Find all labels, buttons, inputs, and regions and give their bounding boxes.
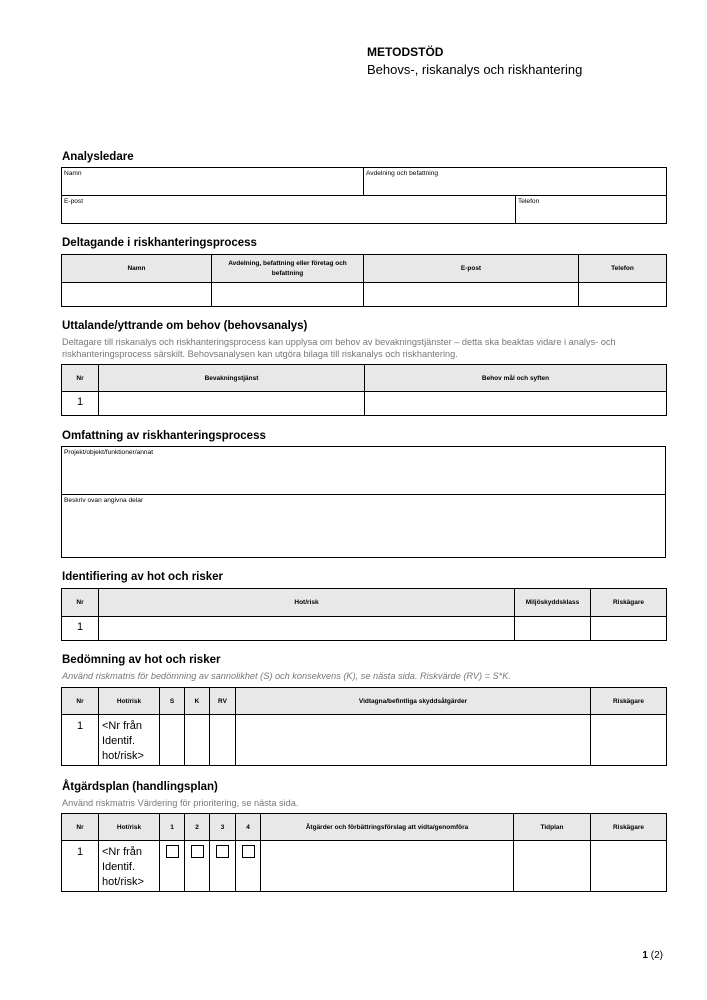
participant-email-cell[interactable] bbox=[364, 283, 579, 307]
schedule-cell[interactable] bbox=[514, 841, 591, 892]
measures-cell[interactable] bbox=[236, 715, 591, 766]
section-heading-behov: Uttalande/yttrande om behov (behovsanalys) bbox=[62, 320, 308, 332]
row-number: 1 bbox=[62, 617, 99, 641]
project-field-label: Projekt/objekt/funktioner/annat bbox=[64, 449, 154, 456]
threat-reference-cell[interactable]: <Nr från Identif. hot/risk> bbox=[99, 715, 160, 766]
section-heading-omfattning: Omfattning av riskhanteringsprocess bbox=[62, 430, 266, 442]
column-header: Miljöskyddsklass bbox=[515, 589, 591, 617]
email-field-label: E-post bbox=[64, 198, 84, 205]
row-number: 1 bbox=[62, 841, 99, 892]
section-heading-atgardsplan: Åtgärdsplan (handlingsplan) bbox=[62, 781, 218, 793]
column-header: 4 bbox=[236, 814, 261, 841]
protection-class-cell[interactable] bbox=[515, 617, 591, 641]
column-header: Behov mål och syften bbox=[365, 365, 667, 392]
section-heading-deltagande: Deltagande i riskhanteringsprocess bbox=[62, 237, 257, 249]
participant-name-cell[interactable] bbox=[62, 283, 212, 307]
priority-4-cell bbox=[236, 841, 261, 892]
column-header: Åtgärder och förbättringsförslag att vidta/genomföra bbox=[261, 814, 514, 841]
column-header: S bbox=[160, 688, 185, 715]
actions-cell[interactable] bbox=[261, 841, 514, 892]
row-number: 1 bbox=[62, 392, 99, 416]
priority-3-cell bbox=[210, 841, 236, 892]
column-header: Vidtagna/befintliga skyddsåtgärder bbox=[236, 688, 591, 715]
section-heading-analysledare: Analysledare bbox=[62, 151, 134, 163]
priority-1-cell bbox=[160, 841, 185, 892]
risk-value-cell[interactable] bbox=[210, 715, 236, 766]
column-header: Hot/risk bbox=[99, 688, 160, 715]
column-header: 3 bbox=[210, 814, 236, 841]
omfattning-table bbox=[61, 446, 666, 558]
column-header: Nr bbox=[62, 814, 99, 841]
priority-2-cell bbox=[185, 841, 210, 892]
atgardsplan-table bbox=[61, 813, 667, 892]
participant-phone-cell[interactable] bbox=[579, 283, 667, 307]
deltagande-table bbox=[61, 254, 667, 307]
behov-table bbox=[61, 364, 667, 416]
priority-4-checkbox[interactable] bbox=[242, 845, 255, 858]
risk-owner-cell[interactable] bbox=[591, 841, 667, 892]
column-header: Riskägare bbox=[591, 589, 667, 617]
consequence-cell[interactable] bbox=[185, 715, 210, 766]
row-number: 1 bbox=[62, 715, 99, 766]
bedomning-note: Använd riskmatris för bedömning av sannolikhet (S) och konsekvens (K), se nästa sida. Riskvärde (RV) = S*K. bbox=[62, 671, 511, 681]
column-header: Riskägare bbox=[591, 814, 667, 841]
email-field[interactable] bbox=[62, 196, 516, 224]
atgardsplan-note: Använd riskmatris Värdering för prioritering, se nästa sida. bbox=[62, 798, 299, 808]
document-title: METODSTÖD bbox=[367, 45, 444, 59]
threat-reference-cell[interactable]: <Nr från Identif. hot/risk> bbox=[99, 841, 160, 892]
phone-field-label: Telefon bbox=[518, 198, 540, 205]
service-cell[interactable] bbox=[99, 392, 365, 416]
priority-1-checkbox[interactable] bbox=[166, 845, 179, 858]
behov-note: Deltagare till riskanalys och riskhanteringsprocess kan upplysa om behov av bevakningstjänster – detta ska beaktas vidare i analys- och riskhanteringsprocess särskilt. Behovsanalysen kan utgöra bilaga till riskanalys och riskhantering. bbox=[62, 337, 616, 359]
name-field[interactable] bbox=[62, 168, 364, 196]
column-header: Namn bbox=[62, 255, 212, 283]
name-field-label: Namn bbox=[64, 170, 82, 177]
description-field-label: Beskriv ovan angivna delar bbox=[64, 497, 144, 504]
participant-dept-cell[interactable] bbox=[212, 283, 364, 307]
column-header: Tidplan bbox=[514, 814, 591, 841]
column-header: Nr bbox=[62, 365, 99, 392]
risk-owner-cell[interactable] bbox=[591, 617, 667, 641]
probability-cell[interactable] bbox=[160, 715, 185, 766]
column-header: 2 bbox=[185, 814, 210, 841]
page-total: (2) bbox=[650, 950, 663, 961]
column-header: Telefon bbox=[579, 255, 667, 283]
page-number bbox=[642, 950, 663, 961]
need-cell[interactable] bbox=[365, 392, 667, 416]
section-heading-identifiering: Identifiering av hot och risker bbox=[62, 571, 224, 583]
column-header: Bevakningstjänst bbox=[99, 365, 365, 392]
threat-cell[interactable] bbox=[99, 617, 515, 641]
bedomning-table bbox=[61, 687, 667, 766]
department-field[interactable] bbox=[364, 168, 667, 196]
priority-2-checkbox[interactable] bbox=[191, 845, 204, 858]
column-header: Hot/risk bbox=[99, 589, 515, 617]
risk-owner-cell[interactable] bbox=[591, 715, 667, 766]
analysledare-table bbox=[61, 167, 667, 224]
page-current: 1 bbox=[642, 950, 648, 961]
column-header: Nr bbox=[62, 589, 99, 617]
department-field-label: Avdelning och befattning bbox=[366, 170, 439, 177]
column-header: Hot/risk bbox=[99, 814, 160, 841]
column-header: 1 bbox=[160, 814, 185, 841]
phone-field[interactable] bbox=[516, 196, 667, 224]
priority-3-checkbox[interactable] bbox=[216, 845, 229, 858]
column-header: RV bbox=[210, 688, 236, 715]
column-header: K bbox=[185, 688, 210, 715]
column-header: E-post bbox=[364, 255, 579, 283]
column-header: Nr bbox=[62, 688, 99, 715]
section-heading-bedomning: Bedömning av hot och risker bbox=[62, 654, 221, 666]
document-subtitle: Behovs-, riskanalys och riskhantering bbox=[367, 62, 583, 77]
column-header: Riskägare bbox=[591, 688, 667, 715]
column-header: Avdelning, befattning eller företag och befattning bbox=[212, 255, 364, 283]
identifiering-table bbox=[61, 588, 667, 641]
description-field[interactable] bbox=[62, 495, 666, 558]
project-field[interactable] bbox=[62, 447, 666, 495]
